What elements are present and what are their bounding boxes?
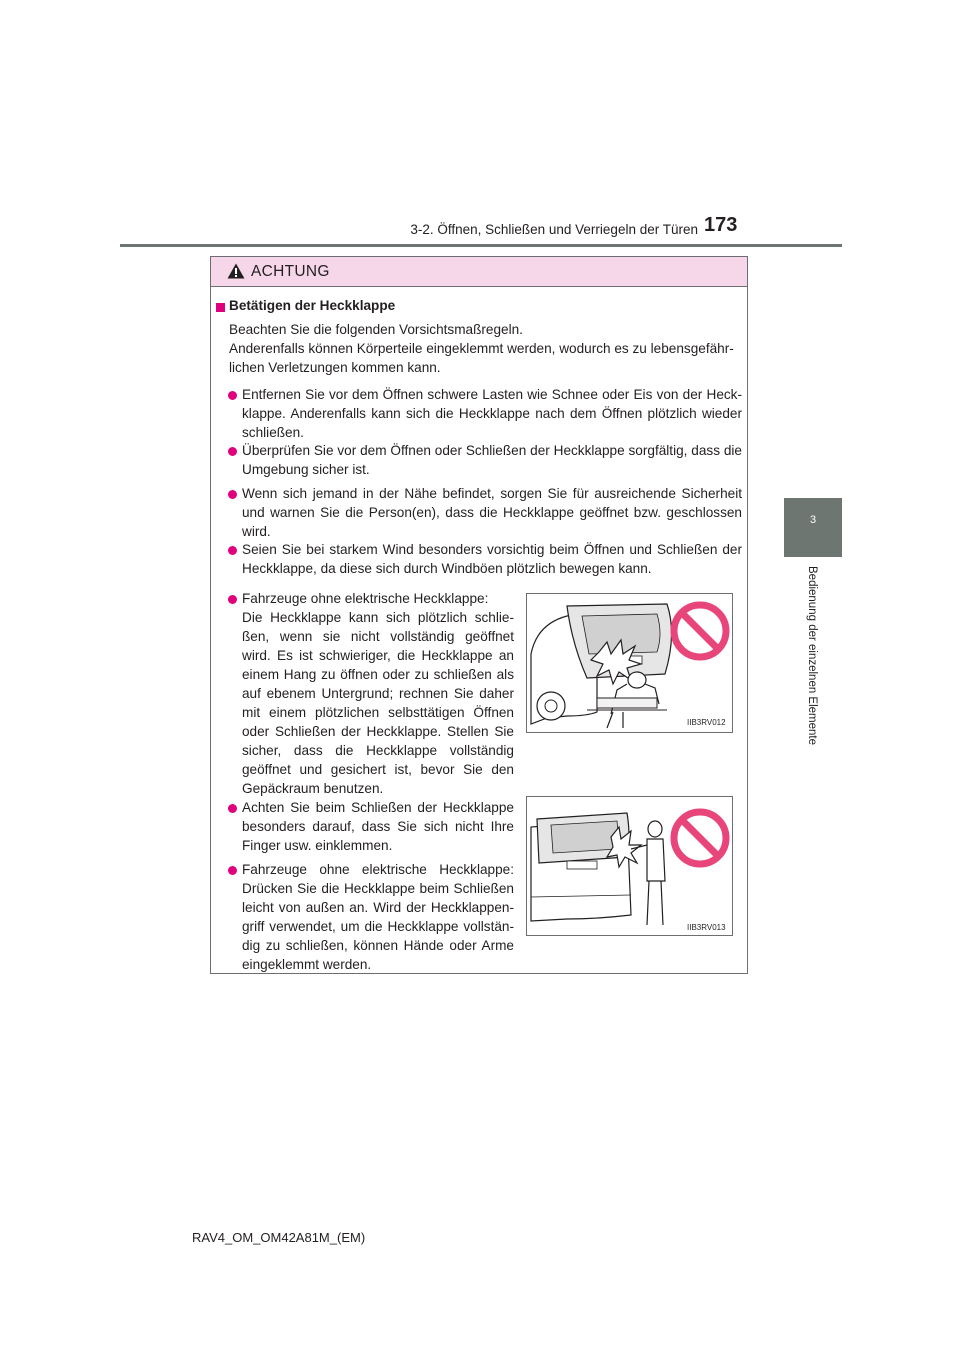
bullet-line: ßen, wenn sie nicht vollständig geöffnet: [242, 629, 514, 644]
figure-code: IIB3RV012: [687, 718, 726, 727]
bullet-line: Drücken Sie die Heckklappe beim Schließen: [242, 881, 514, 896]
bullet-icon: [228, 447, 237, 456]
section-heading: Betätigen der Heckklappe: [229, 298, 396, 313]
chapter-label: Bedienung der einzelnen Elemente: [806, 566, 818, 746]
bullet-icon: [228, 391, 237, 400]
intro-line: Beachten Sie die folgenden Vorsichtsmaßregeln.: [229, 322, 523, 337]
bullet-line: schließen.: [242, 425, 304, 440]
figure-code: IIB3RV013: [687, 923, 726, 932]
bullet-line: eingeklemmt werden.: [242, 957, 372, 972]
bullet-line: wird. Es ist schwieriger, die Heckklappe an: [242, 648, 514, 663]
intro-line: lichen Verletzungen kommen kann.: [229, 360, 441, 375]
warning-header: [211, 257, 747, 287]
bullet-line: einem Hang zu öffnen oder zu schließen als: [242, 667, 514, 682]
intro-line: Anderenfalls können Körperteile eingeklemmt werden, wodurch es zu lebensgefähr-: [229, 341, 734, 356]
bullet-line: dig zu schließen, können Hände oder Arme: [242, 938, 514, 953]
document-code: RAV4_OM_OM42A81M_(EM): [192, 1230, 366, 1245]
bullet-line: Fahrzeuge ohne elektrische Heckklappe:: [242, 591, 489, 606]
page-number: 173: [704, 214, 738, 236]
bullet-line: sicher, dass die Heckklappe vollständig: [242, 743, 514, 758]
warning-triangle-icon: [227, 263, 245, 279]
figure-tailgate-closing: [526, 796, 733, 936]
bullet-line: besonders darauf, dass Sie sich nicht Ihre: [242, 819, 514, 834]
bullet-icon: [228, 804, 237, 813]
bullet-line: klappe. Anderenfalls kann sich die Heckklappe nach dem Öffnen plötzlich wieder: [242, 406, 742, 421]
bullet-line: Seien Sie bei starkem Wind besonders vorsichtig beim Öffnen und Schließen der: [242, 542, 742, 557]
bullet-line: und warnen Sie die Person(en), dass die Heckklappe geöffnet bzw. geschlossen: [242, 505, 742, 520]
running-header-title: 3-2. Öffnen, Schließen und Verriegeln der Türen: [410, 222, 698, 237]
section-square-icon: [216, 303, 225, 312]
bullet-line: Entfernen Sie vor dem Öffnen schwere Lasten wie Schnee oder Eis von der Heck-: [242, 387, 742, 402]
header-rule: [120, 244, 842, 247]
chapter-tab: [784, 498, 842, 557]
bullet-line: Fahrzeuge ohne elektrische Heckklappe:: [242, 862, 514, 877]
prohibition-icon: [669, 807, 731, 869]
bullet-line: wird.: [242, 524, 271, 539]
bullet-line: auf ebenem Untergrund; rechnen Sie daher: [242, 686, 514, 701]
bullet-line: Die Heckklappe kann sich plötzlich schlie-: [242, 610, 514, 625]
warning-title: ACHTUNG: [251, 263, 330, 280]
bullet-icon: [228, 866, 237, 875]
bullet-line: Wenn sich jemand in der Nähe befindet, sorgen Sie für ausreichende Sicherheit: [242, 486, 742, 501]
bullet-line: oder Schließen der Heckklappe. Stellen Sie: [242, 724, 514, 739]
prohibition-icon: [669, 600, 731, 662]
bullet-icon: [228, 546, 237, 555]
bullet-icon: [228, 490, 237, 499]
figure-tailgate-falling: [526, 593, 733, 733]
bullet-line: mit einem plötzlichen selbsttätigen Öffnen: [242, 705, 514, 720]
bullet-icon: [228, 595, 237, 604]
bullet-line: geöffnet und gesichert ist, bevor Sie den: [242, 762, 514, 777]
chapter-number: 3: [809, 514, 817, 526]
bullet-line: Heckklappe, da diese sich durch Windböen plötzlich bewegen kann.: [242, 561, 652, 576]
bullet-line: Überprüfen Sie vor dem Öffnen oder Schließen der Heckklappe sorgfältig, dass die: [242, 443, 742, 458]
bullet-line: griff verwendet, um die Heckklappe vollstän-: [242, 919, 514, 934]
bullet-line: Umgebung sicher ist.: [242, 462, 370, 477]
bullet-line: Gepäckraum benutzen.: [242, 781, 384, 796]
bullet-line: Finger usw. einklemmen.: [242, 838, 393, 853]
bullet-line: leicht von außen an. Wird der Heckklappen-: [242, 900, 514, 915]
bullet-line: Achten Sie beim Schließen der Heckklappe: [242, 800, 514, 815]
